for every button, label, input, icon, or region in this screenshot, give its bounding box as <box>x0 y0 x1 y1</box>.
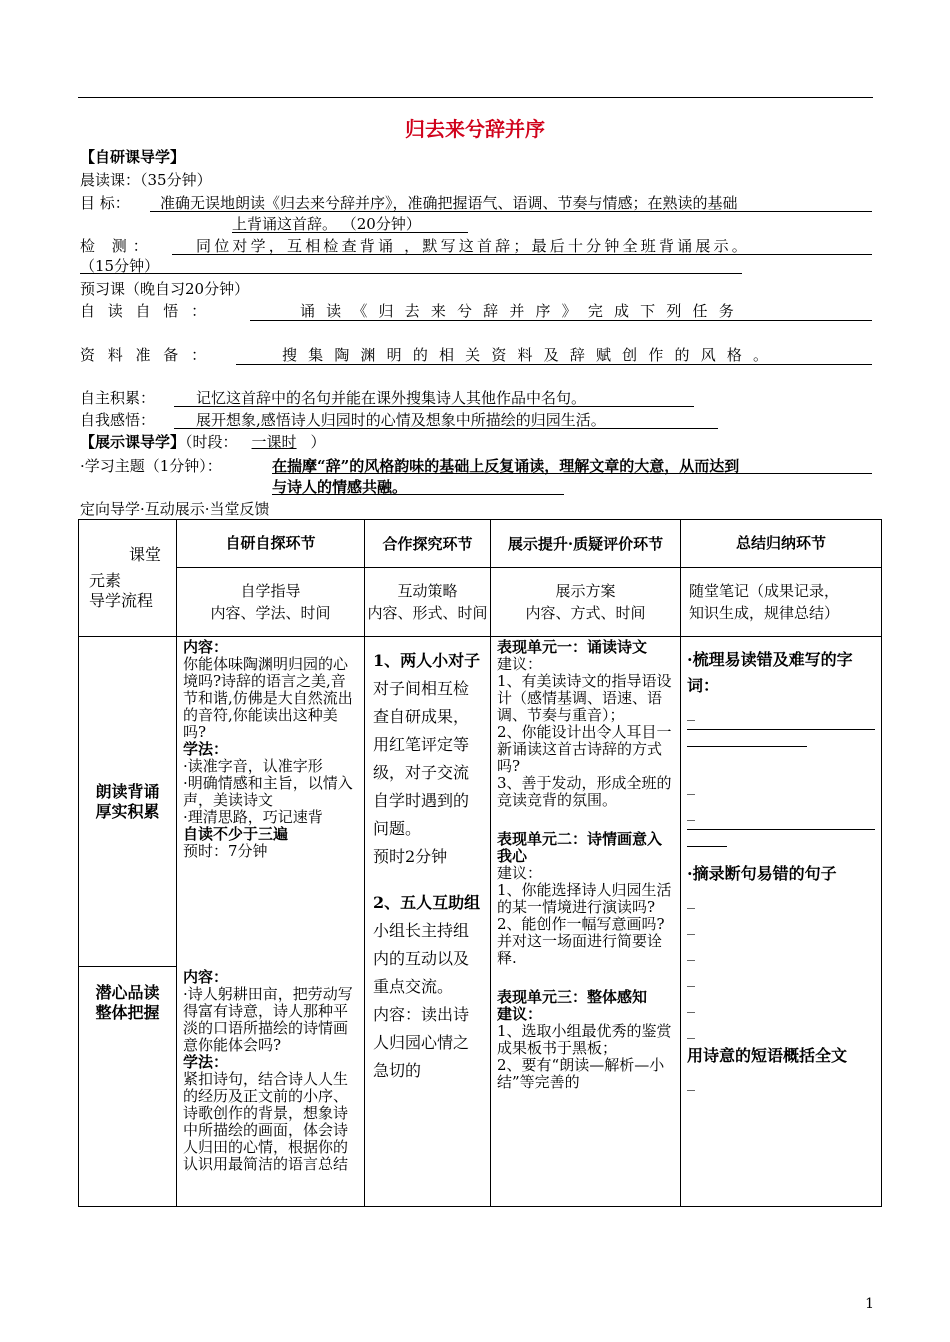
corner-bot: 导学流程 <box>89 591 154 610</box>
blank-line: _ <box>687 802 695 821</box>
show-header: 【展示课导学】 <box>80 433 186 451</box>
morning-label: 晨读课：（35分钟） <box>80 171 212 189</box>
col2-para-1: 对子间相互检查自研成果，用红笔评定等级，对子交流自学时遇到的问题。 <box>373 679 470 838</box>
col2-para-5: 内容：读出诗人归园心情之急切的 <box>373 1005 470 1080</box>
col3-para-3: 2、你能设计出令人耳目一新诵读这首古诗辞的方式吗? <box>497 723 672 775</box>
col2-cell <box>365 637 491 1207</box>
check-text-1: 同位对学，互相检查背诵 ，默写这首辞；最后十分钟全班背诵展示。 <box>196 237 750 255</box>
show-line <box>80 431 326 452</box>
col2-para-0: 1、两人小对子 <box>373 651 481 670</box>
feel-label: 自我感悟： <box>80 411 156 429</box>
corner-top: 课堂 <box>129 545 162 564</box>
corner-cell <box>79 520 177 637</box>
col2-content <box>365 637 490 1095</box>
show-time-value: 一课时 <box>251 433 297 451</box>
feel-text: 展开想象,感悟诗人归园时的心情及想象中所描绘的归园生活。 <box>196 411 606 429</box>
blank-line: _ <box>687 776 695 795</box>
col4-content <box>681 637 881 1105</box>
check-label: 检 测： <box>80 237 154 255</box>
selfread-text: 诵 读 《 归 去 来 兮 辞 并 序 》 完 成 下 列 任 务 <box>300 302 737 320</box>
blank-line: _ <box>687 1072 695 1091</box>
row-label-2-cell <box>79 967 177 1207</box>
col1-bottom-para-1: ·诗人躬耕田亩，把劳动写得富有诗意，诗人那种平淡的口语所描绘的诗情画意你能体会吗? <box>183 984 353 1054</box>
col3-para-2: 1、有美读诗文的指导语设计（感情基调、语速、语调、节奏与重音）； <box>497 672 672 724</box>
col3-para-0: 表现单元一：诵读诗文 <box>497 638 648 656</box>
col1-top-content <box>177 637 364 862</box>
col4-heading-3: 用诗意的短语概括全文 <box>687 1046 848 1065</box>
selfread-label: 自 读 自 悟 ： <box>80 302 211 320</box>
col1-top-para-7: 预时：7分钟 <box>183 842 268 860</box>
theme-label: ·学习主题（1分钟）： <box>80 457 222 475</box>
col3-cell <box>491 637 681 1207</box>
col3-content <box>491 637 680 1093</box>
header-col-2: 合作探究环节 <box>365 520 491 568</box>
page-number: 1 <box>865 1296 874 1312</box>
subheader-col-4: 随堂笔记（成果记录， 知识生成，规律总结） <box>681 568 882 637</box>
col3-para-6: 建议： <box>497 864 543 882</box>
accum-label: 自主积累： <box>80 389 156 407</box>
row-label-2: 潜心品读整体把握 <box>95 983 160 1022</box>
col1-bottom-para-3: 紧扣诗句，结合诗人人生的经历及正文前的小序、诗歌创作的背景，想象诗中所描绘的画面，体会诗人归田的心情，根据你的认识用最简洁的语言总结 <box>183 1069 349 1173</box>
col3-para-10: 建议： <box>497 1005 543 1023</box>
col4-heading-1: ·梳理易读错及难写的字词： <box>687 650 853 695</box>
header-col-1: 自研自探环节 <box>177 520 365 568</box>
col2-para-3: 2、五人互助组 <box>373 893 481 912</box>
col1-bottom-content <box>177 967 364 1175</box>
blank-line: _ <box>687 942 695 961</box>
col3-para-7: 1、你能选择诗人归园生活的某一情境进行演读吗? <box>497 881 672 916</box>
blank-line: _ <box>687 968 695 987</box>
header-col-3: 展示提升·质疑评价环节 <box>491 520 681 568</box>
material-label: 资 料 准 备 ： <box>80 346 211 364</box>
theme-text-1: 在揣摩“辞”的风格韵味的基础上反复诵读，理解文章的大意，从而达到 <box>272 457 740 475</box>
col1-top-para-6: 自读不少于三遍 <box>183 825 289 843</box>
guide-table <box>78 519 882 1207</box>
col1-top-para-0: 内容： <box>183 638 229 656</box>
top-rule <box>78 97 873 98</box>
col2-para-4: 小组长主持组内的互动以及重点交流。 <box>373 921 470 996</box>
header-col-4: 总结归纳环节 <box>681 520 882 568</box>
col4-cell <box>681 637 882 1207</box>
page-title: 归去来兮辞并序 <box>405 117 545 141</box>
self-study-header: 【自研课导学】 <box>80 148 186 166</box>
blank-line: _ <box>687 702 695 721</box>
show-time-label: （时段： <box>185 433 238 451</box>
col1-top-para-2: 学法： <box>183 740 229 758</box>
material-text: 搜 集 陶 渊 明 的 相 关 资 料 及 辞 赋 创 作 的 风 格 。 <box>282 346 772 364</box>
subheader-col-3: 展示方案 内容、方式、时间 <box>491 568 681 637</box>
subheader-col-2: 互动策略 内容、形式、时间 <box>365 568 491 637</box>
col1-top-cell <box>177 637 365 967</box>
goal-text-1: 准确无误地朗读《归去来兮辞并序》，准确把握语气、语调、节奏与情感；在熟读的基础 <box>160 194 738 212</box>
col3-para-1: 建议： <box>497 655 543 673</box>
col1-top-para-3: ·读准字音，认准字形 <box>183 757 323 775</box>
col3-para-5: 表现单元二：诗情画意入我心 <box>497 830 663 865</box>
theme-text-2: 与诗人的情感共融。 <box>272 478 408 496</box>
flow-label: 定向导学·互动展示·当堂反馈 <box>80 500 270 518</box>
col3-para-9: 表现单元三：整体感知 <box>497 988 648 1006</box>
col1-bottom-cell <box>177 967 365 1207</box>
show-time-end: ） <box>310 433 326 451</box>
blank-line: _ <box>687 916 695 935</box>
col1-top-para-5: ·理清思路，巧记速背 <box>183 808 323 826</box>
check-text-2: （15分钟） <box>80 257 160 275</box>
col3-para-12: 2、要有“朗读—解析—小结”等完善的 <box>497 1056 665 1091</box>
goal-label: 目 标： <box>80 194 130 212</box>
row-label-1-cell <box>79 637 177 967</box>
subheader-col-1: 自学指导 内容、学法、时间 <box>177 568 365 637</box>
row-label-1: 朗读背诵厚实积累 <box>95 781 160 821</box>
blank-line: _ <box>687 1020 695 1039</box>
col3-para-11: 1、选取小组最优秀的鉴赏成果板书于黑板； <box>497 1022 672 1057</box>
blank-line: _ <box>687 994 695 1013</box>
col3-para-8: 2、能创作一幅写意画吗?并对这一场面进行简要诠释. <box>497 915 665 967</box>
goal-text-2: 上背诵这首辞。 （20分钟） <box>232 215 421 233</box>
col1-top-para-4: ·明确情感和主旨，以情入声，美读诗文 <box>183 774 353 809</box>
col4-heading-2: ·摘录断句易错的句子 <box>687 864 837 883</box>
col1-bottom-para-0: 内容： <box>183 967 229 986</box>
accum-text: 记忆这首辞中的名句并能在课外搜集诗人其他作品中名句。 <box>196 389 587 407</box>
col1-top-para-1: 你能体味陶渊明归园的心境吗?诗辞的语言之美,音节和谐,仿佛是大自然流出的音符,你能读出这种美吗? <box>183 655 353 741</box>
col2-para-2: 预时2分钟 <box>373 847 448 866</box>
preview-label: 预习课（晚自习20分钟） <box>80 280 250 298</box>
blank-line: _ <box>687 890 695 909</box>
col1-bottom-para-2: 学法： <box>183 1052 229 1071</box>
corner-mid: 元素 <box>89 571 122 590</box>
col3-para-4: 3、善于发动，形成全班的竞读竞背的氛围。 <box>497 774 672 809</box>
